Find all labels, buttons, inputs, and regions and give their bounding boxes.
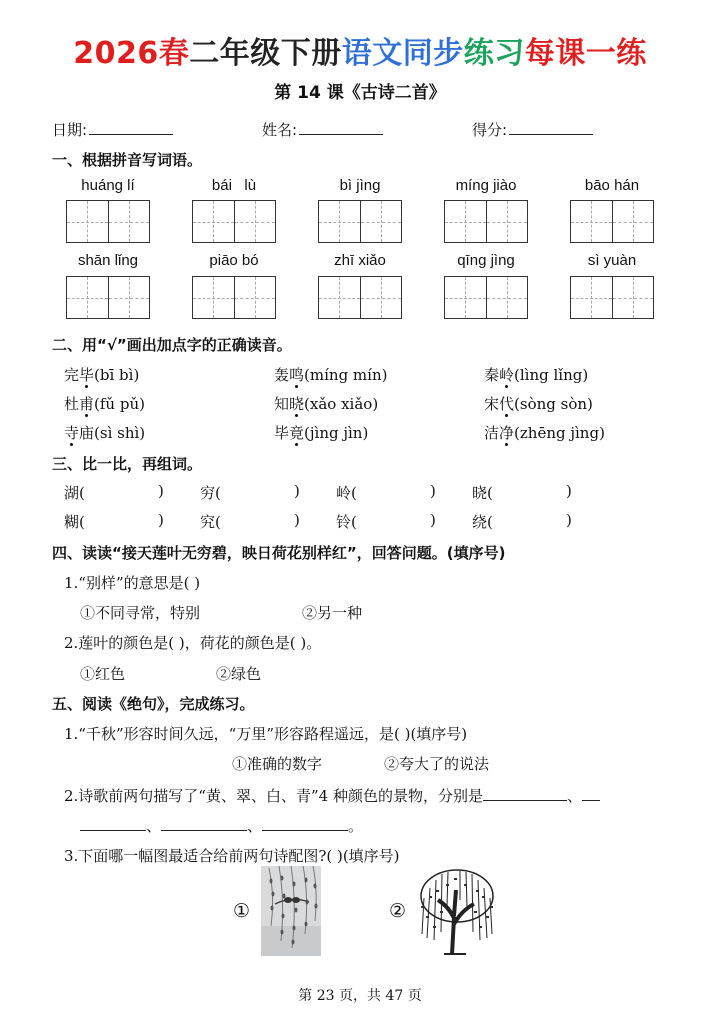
option-5-1-b: ②夸大了的说法 <box>384 755 490 773</box>
section-4-heading: 四、读读“接天莲叶无穷碧，映日荷花别样红”，回答问题。(填序号) <box>52 544 506 562</box>
willow-birds-picture[interactable] <box>261 866 321 956</box>
close-paren: ) <box>158 511 164 529</box>
option-5-1-a: ①准确的数字 <box>232 755 323 773</box>
writing-grid[interactable] <box>570 276 654 319</box>
reading-item[interactable]: 完毕(bī bì) <box>64 366 140 384</box>
word-blank[interactable]: 糊( <box>64 513 85 531</box>
reading-item[interactable]: 寺庙(sì shì) <box>64 424 146 442</box>
close-paren: ) <box>294 511 300 529</box>
name-field[interactable]: 姓名: <box>262 119 383 140</box>
word-blank[interactable]: 铃( <box>336 513 357 531</box>
word-blank[interactable]: 湖( <box>64 484 85 502</box>
pinyin-label: míng jiào <box>455 177 517 194</box>
option-4-2-b: ②绿色 <box>216 665 262 683</box>
pinyin-label: huáng lí <box>81 177 135 194</box>
close-paren: ) <box>430 482 436 500</box>
question-5-3[interactable]: 3.下面哪一幅图最适合给前两句诗配图?( )(填序号) <box>64 847 400 865</box>
page-title: 2026春二年级下册语文同步练习每课一练 <box>73 36 647 71</box>
picture-option-1-label[interactable]: ① <box>233 900 251 922</box>
close-paren: ) <box>294 482 300 500</box>
date-field[interactable]: 日期: <box>52 119 173 140</box>
reading-item[interactable]: 秦岭(lìng lǐng) <box>484 366 589 384</box>
writing-grid[interactable] <box>192 276 276 319</box>
close-paren: ) <box>566 482 572 500</box>
willow-tree-picture[interactable] <box>416 866 498 956</box>
pinyin-label: shān lǐng <box>77 252 139 269</box>
section-3-heading: 三、比一比，再组词。 <box>52 455 203 473</box>
writing-grid[interactable] <box>318 276 402 319</box>
page-number: 第 23 页，共 47 页 <box>298 988 422 1004</box>
question-5-1[interactable]: 1.“千秋”形容时间久远，“万里”形容路程遥远，是( )(填序号) <box>64 725 468 743</box>
section-5-heading: 五、阅读《绝句》，完成练习。 <box>52 695 255 713</box>
word-blank[interactable]: 究( <box>200 513 221 531</box>
word-blank[interactable]: 穷( <box>200 484 221 502</box>
close-paren: ) <box>566 511 572 529</box>
writing-grid[interactable] <box>66 200 150 243</box>
writing-grid[interactable] <box>444 276 528 319</box>
score-field[interactable]: 得分: <box>472 119 593 140</box>
question-4-1[interactable]: 1.“别样”的意思是( ) <box>64 574 201 592</box>
writing-grid[interactable] <box>192 200 276 243</box>
section-2-heading: 二、用“√”画出加点字的正确读音。 <box>52 336 292 354</box>
reading-item[interactable]: 洁净(zhēng jìng) <box>484 424 605 442</box>
picture-option-2-label[interactable]: ② <box>389 900 407 922</box>
answer-blank[interactable] <box>161 817 247 831</box>
question-5-2-cont[interactable]: 、 、 。 <box>80 815 363 836</box>
option-4-1-b: ②另一种 <box>302 604 363 622</box>
writing-grid[interactable] <box>444 200 528 243</box>
reading-item[interactable]: 杜甫(fǔ pǔ) <box>64 395 145 413</box>
question-4-2[interactable]: 2.莲叶的颜色是( )，荷花的颜色是( )。 <box>64 634 322 652</box>
answer-blank[interactable] <box>483 787 567 801</box>
reading-item[interactable]: 宋代(sòng sòn) <box>484 395 593 413</box>
writing-grid[interactable] <box>318 200 402 243</box>
pinyin-label: bāo hán <box>584 177 640 194</box>
word-blank[interactable]: 岭( <box>336 484 357 502</box>
writing-grid[interactable] <box>570 200 654 243</box>
pinyin-label: bì jìng <box>339 177 381 194</box>
option-4-1-a: ①不同寻常，特别 <box>80 604 201 622</box>
pinyin-label: qīng jìng <box>457 252 515 269</box>
pinyin-label: piāo bó <box>209 252 259 269</box>
lesson-title: 第 14 课《古诗二首》 <box>274 83 446 103</box>
pinyin-label: zhī xiǎo <box>334 252 386 269</box>
reading-item[interactable]: 毕竟(jìng jìn) <box>274 424 369 442</box>
pinyin-label: sì yuàn <box>587 252 637 269</box>
question-5-2[interactable]: 2.诗歌前两句描写了“黄、翠、白、青”4 种颜色的景物，分别是 、 <box>64 785 600 806</box>
option-4-2-a: ①红色 <box>80 665 126 683</box>
willow-birds-icon <box>261 866 321 956</box>
pinyin-label: bái lù <box>211 177 257 194</box>
word-blank[interactable]: 绕( <box>472 513 493 531</box>
reading-item[interactable]: 知晓(xǎo xiǎo) <box>274 395 379 413</box>
writing-grid[interactable] <box>66 276 150 319</box>
answer-blank[interactable] <box>80 817 146 831</box>
answer-blank[interactable] <box>262 817 348 831</box>
reading-item[interactable]: 轰鸣(míng mín) <box>274 366 388 384</box>
section-1-heading: 一、根据拼音写词语。 <box>52 151 203 169</box>
willow-tree-icon <box>416 866 498 956</box>
word-blank[interactable]: 晓( <box>472 484 493 502</box>
answer-blank[interactable] <box>582 787 600 801</box>
close-paren: ) <box>430 511 436 529</box>
close-paren: ) <box>158 482 164 500</box>
